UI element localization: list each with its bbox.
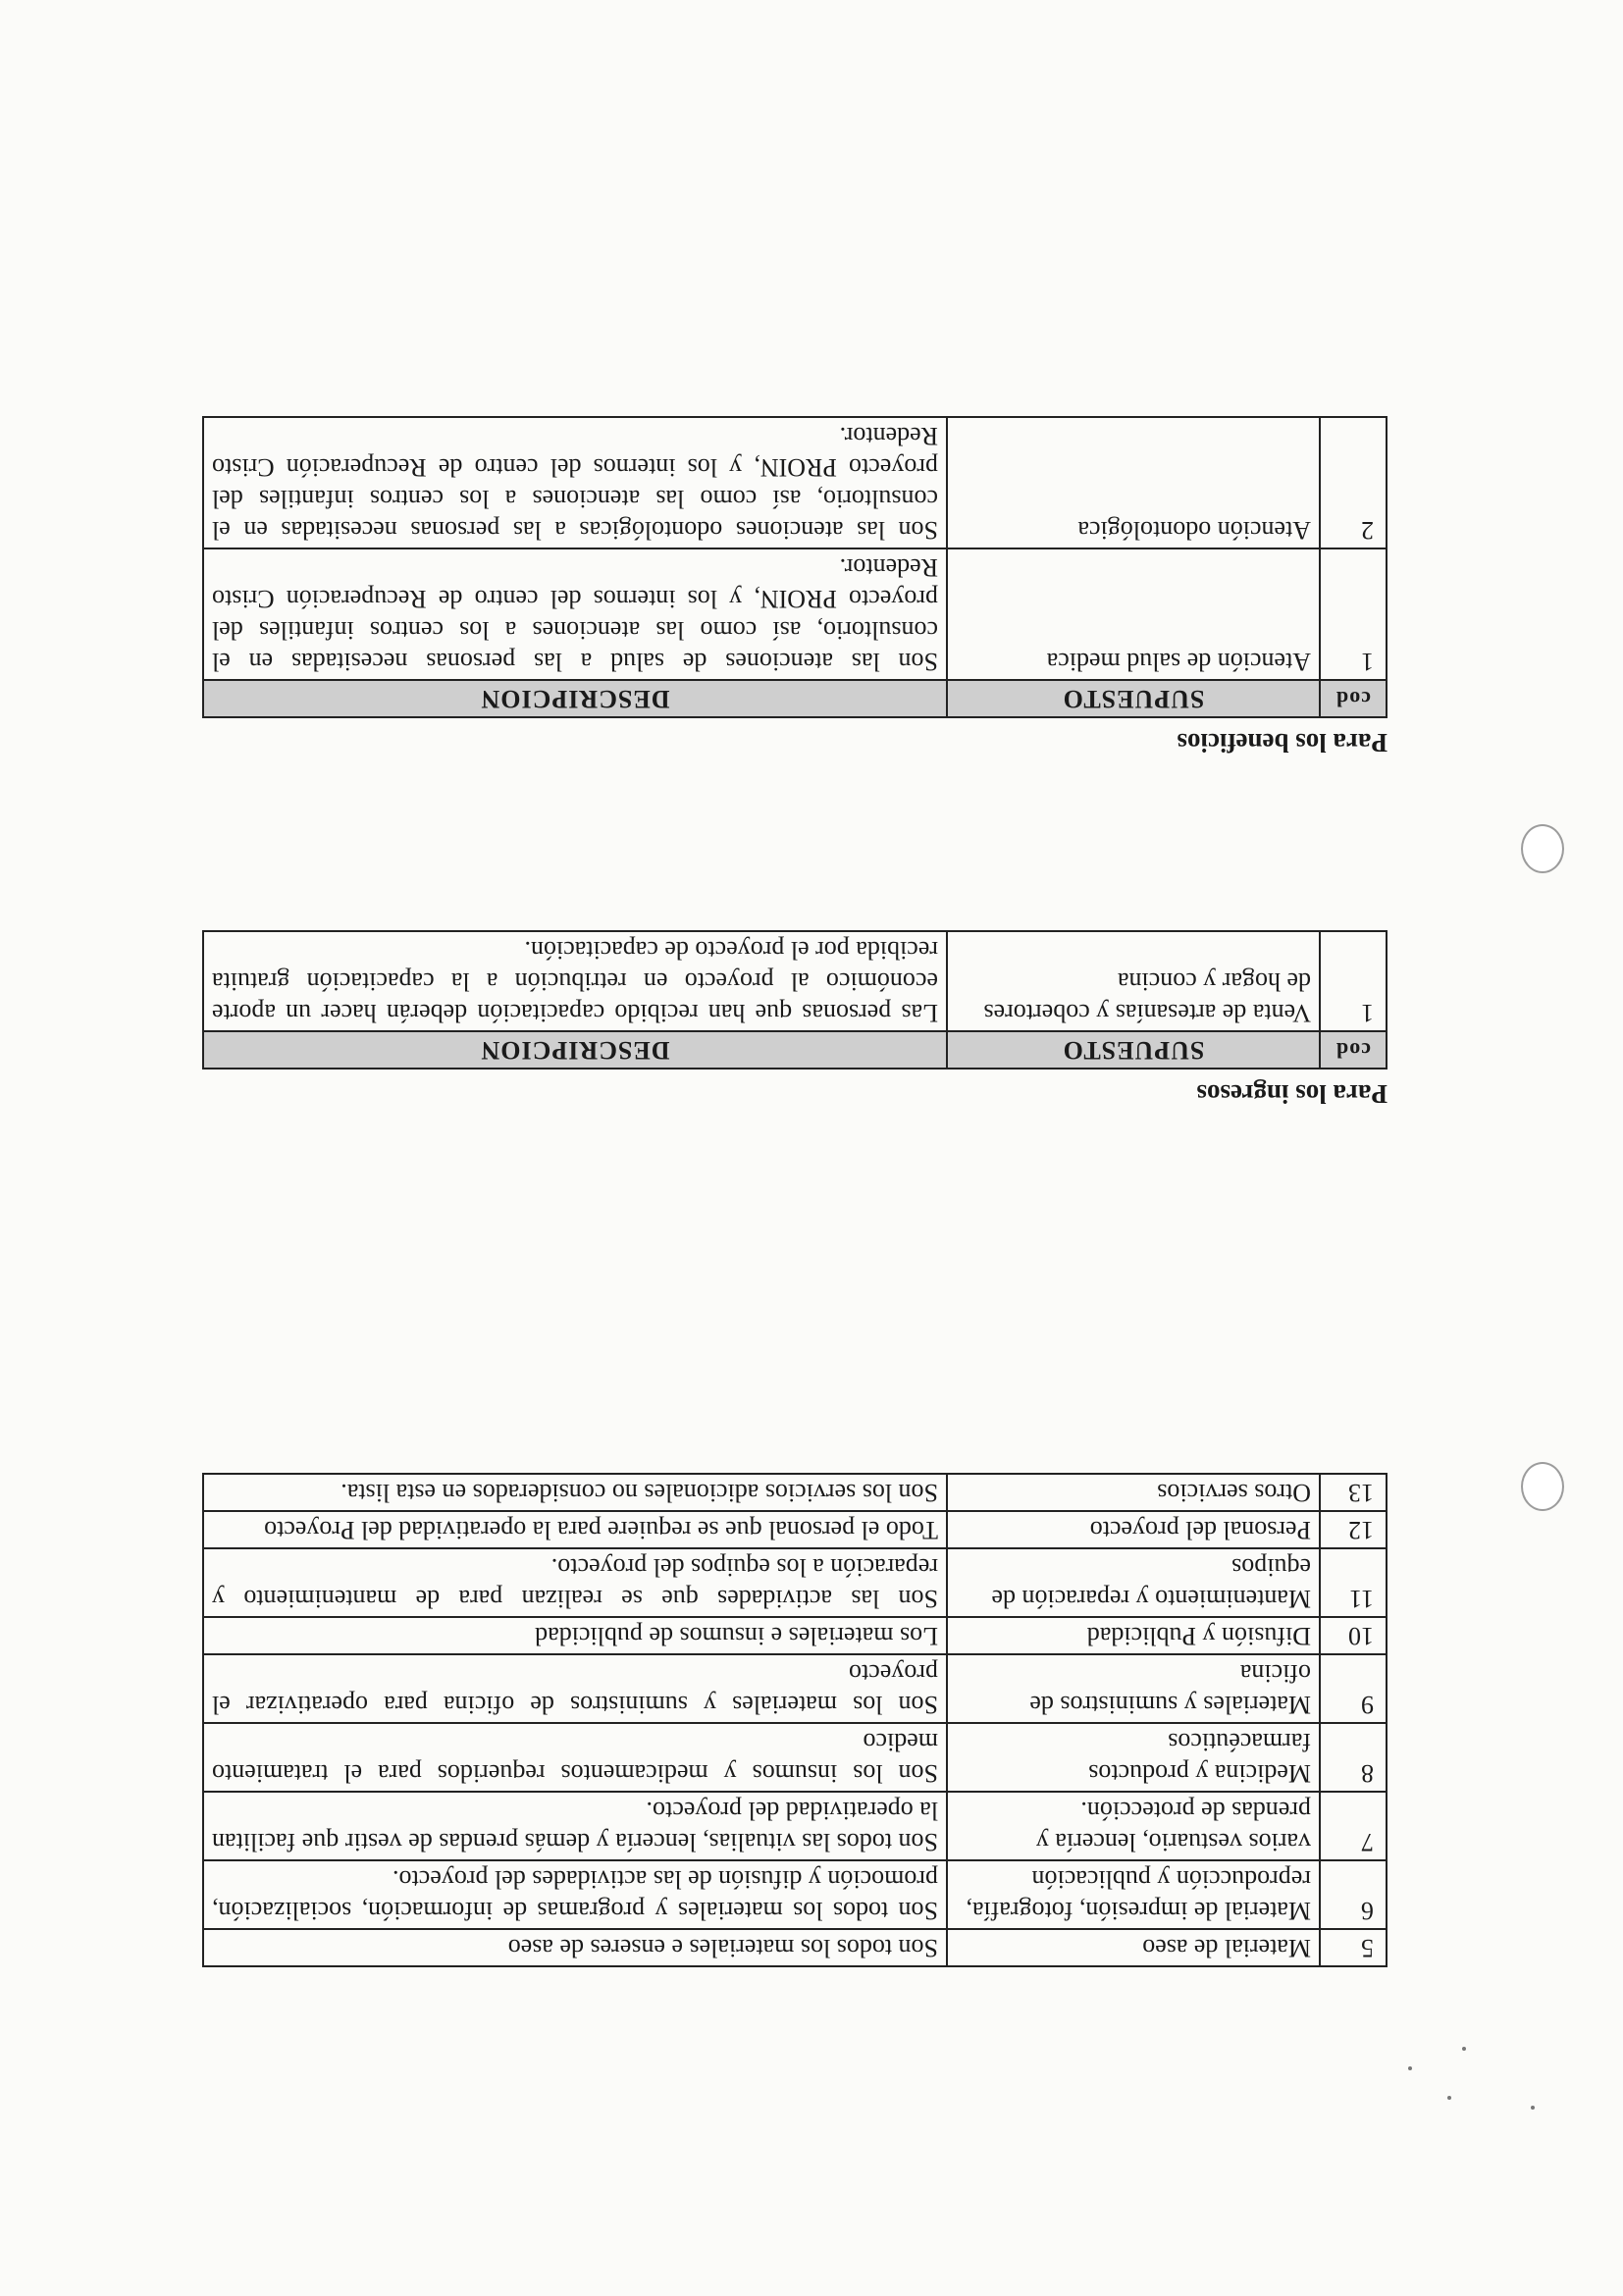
header-descripcion: DESCRIPCION: [203, 1031, 947, 1069]
row-descripcion: Son los servicios adicionales no considerados en esta lista.: [203, 1474, 947, 1511]
table-row: [203, 1792, 1387, 1860]
row-descripcion: Son las atenciones de salud a las personas necesitadas en el consultorio, así como las atenciones a los centros infantiles del proyecto PROIN, y los internos del centro de Recuperación Cristo Redentor.: [203, 548, 947, 680]
row-supuesto: Materiales y suministros de oficina: [947, 1654, 1320, 1723]
row-supuesto: Otros servicios: [947, 1474, 1320, 1511]
table-row: [203, 1723, 1387, 1792]
table-row: [203, 1617, 1387, 1654]
row-supuesto: Material de aseo: [947, 1929, 1320, 1966]
row-supuesto: Atención de salud medica: [947, 548, 1320, 680]
table-row: [203, 548, 1387, 680]
scan-speck: [1447, 2096, 1451, 2100]
ingresos-caption: Para los ingresos: [1196, 1079, 1387, 1109]
row-cod: 7: [1320, 1792, 1387, 1860]
row-descripcion: Son las atenciones odontológicas a las personas necesitadas en el consultorio, así como las atenciones a los centros infantiles del proyecto PROIN, y los internos del centro de Recuperación Cristo Redentor.: [203, 417, 947, 548]
row-descripcion: Son todos las vitualias, lencería y demás prendas de vestir que facilitan la operatividad del proyecto.: [203, 1792, 947, 1860]
beneficios-body: [203, 417, 1387, 680]
row-supuesto: Personal del proyecto: [947, 1511, 1320, 1548]
scan-speck: [1531, 2106, 1535, 2110]
expense-items-body: [203, 1474, 1387, 1966]
header-cod: cod: [1320, 680, 1387, 717]
punch-hole: [1521, 824, 1564, 873]
row-descripcion: Todo el personal que se requiere para la operatividad del Proyecto: [203, 1511, 947, 1548]
row-descripcion: Son los materiales y suministros de oficina para operativizar el proyecto: [203, 1654, 947, 1723]
beneficios-caption: Para los beneficios: [1177, 728, 1387, 757]
row-supuesto: varios vestuario, lencería y prendas de protección.: [947, 1792, 1320, 1860]
header-cod: cod: [1320, 1031, 1387, 1069]
row-descripcion: Son todos los materiales e enseres de aseo: [203, 1929, 947, 1966]
ingresos-header-row: [203, 1031, 1387, 1069]
row-descripcion: Son todos los materiales y programas de información, socialización, promoción y difusión de las actividades del proyecto.: [203, 1860, 947, 1929]
row-cod: 1: [1320, 548, 1387, 680]
row-descripcion: Son las actividades que se realizan para de mantenimiento y reparación a los equipos del proyecto.: [203, 1548, 947, 1617]
ingresos-table: [202, 930, 1387, 1070]
row-supuesto: Mantenimiento y reparación de equipos: [947, 1548, 1320, 1617]
row-supuesto: Medicina y productos farmacéuticos: [947, 1723, 1320, 1792]
row-cod: 1: [1320, 931, 1387, 1031]
row-cod: 5: [1320, 1929, 1387, 1966]
row-supuesto: Material de impresión, fotografía, reproducción y publicación: [947, 1860, 1320, 1929]
row-descripcion: Son los insumos y medicamentos requeridos para el tratamiento medico: [203, 1723, 947, 1792]
row-cod: 10: [1320, 1617, 1387, 1654]
row-cod: 11: [1320, 1548, 1387, 1617]
scan-speck: [1462, 2047, 1466, 2051]
header-supuesto: SUPUESTO: [947, 680, 1320, 717]
row-descripcion: Las personas que han recibido capacitación deberán hacer un aporte económico al proyecto en retribución a la capacitación gratuita recibida por el proyecto de capacitación.: [203, 931, 947, 1031]
table-row: [203, 1511, 1387, 1548]
row-supuesto: Atención odontológica: [947, 417, 1320, 548]
beneficios-header-row: [203, 680, 1387, 717]
table-row: [203, 417, 1387, 548]
row-cod: 6: [1320, 1860, 1387, 1929]
table-row: [203, 1548, 1387, 1617]
header-supuesto: SUPUESTO: [947, 1031, 1320, 1069]
row-supuesto: Venta de artesanías y cobertores de hogar y concina: [947, 931, 1320, 1031]
expense-items-table: [202, 1473, 1387, 1967]
scan-speck: [1408, 2066, 1412, 2070]
beneficios-table: [202, 416, 1387, 718]
row-cod: 2: [1320, 417, 1387, 548]
row-cod: 13: [1320, 1474, 1387, 1511]
table-row: [203, 931, 1387, 1031]
table-row: [203, 1654, 1387, 1723]
punch-hole: [1521, 1462, 1564, 1511]
row-cod: 8: [1320, 1723, 1387, 1792]
header-descripcion: DESCRIPCION: [203, 680, 947, 717]
row-descripcion: Los materiales e insumos de publicidad: [203, 1617, 947, 1654]
row-cod: 9: [1320, 1654, 1387, 1723]
table-row: [203, 1929, 1387, 1966]
row-cod: 12: [1320, 1511, 1387, 1548]
table-row: [203, 1860, 1387, 1929]
table-row: [203, 1474, 1387, 1511]
row-supuesto: Difusión y Publicidad: [947, 1617, 1320, 1654]
ingresos-body: [203, 931, 1387, 1031]
